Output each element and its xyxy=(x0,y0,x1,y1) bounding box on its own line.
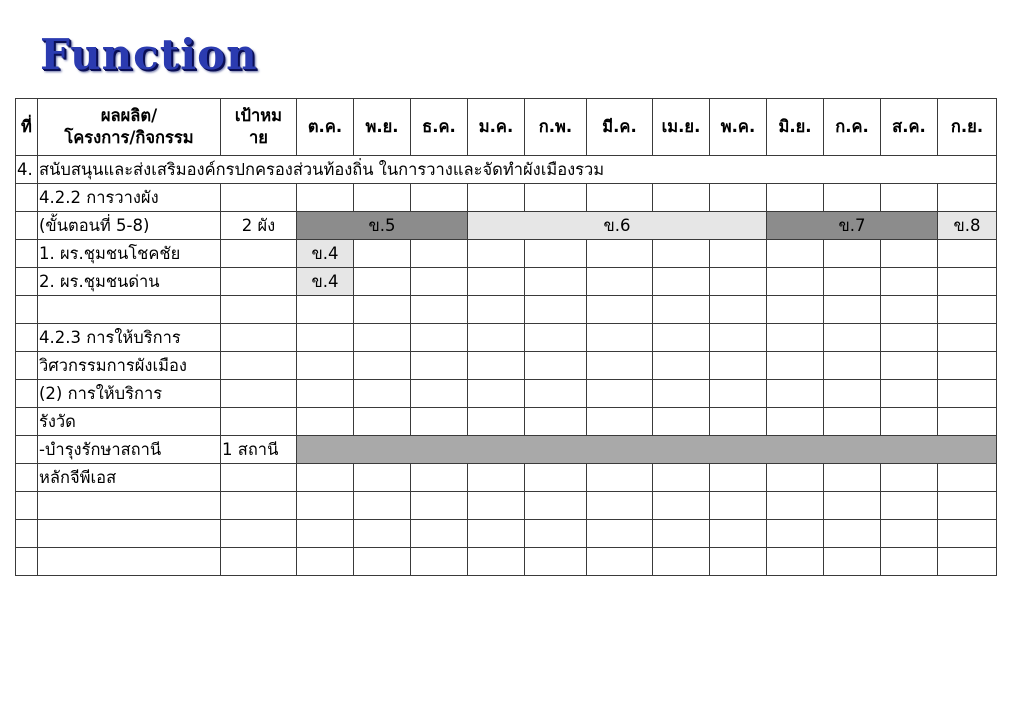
table-row xyxy=(16,492,997,520)
schedule-bar: ข.6 xyxy=(468,212,767,240)
table-row xyxy=(16,184,997,212)
header-target-line1: เป้าหม xyxy=(234,106,283,125)
table-row xyxy=(16,240,997,268)
table-row xyxy=(16,520,997,548)
row-label: 2. ผร.ชุมชนด่าน xyxy=(38,268,221,296)
header-month: มิ.ย. xyxy=(767,99,824,156)
header-month: ต.ค. xyxy=(297,99,354,156)
schedule-bar: ข.4 xyxy=(297,240,354,268)
row-label: (2) การให้บริการ xyxy=(38,380,221,408)
schedule-bar: ข.8 xyxy=(938,212,997,240)
header-target-line2: าย xyxy=(249,128,268,147)
header-month: ส.ค. xyxy=(881,99,938,156)
section-no: 4. xyxy=(16,156,38,184)
header-target xyxy=(221,99,297,156)
header-project xyxy=(38,99,221,156)
schedule-bar xyxy=(297,436,997,464)
row-label: วิศวกรรมการผังเมือง xyxy=(38,352,221,380)
table-row xyxy=(16,212,997,240)
table-row xyxy=(16,296,997,324)
table-row xyxy=(16,352,997,380)
header-month: พ.ย. xyxy=(354,99,411,156)
header-project-line1: ผลผลิต/ xyxy=(100,106,158,125)
row-label: 4.2.3 การให้บริการ xyxy=(38,324,221,352)
section-title: สนับสนุนและส่งเสริมองค์กรปกครองส่วนท้องถิ่น ในการวางและจัดทำผังเมืองรวม xyxy=(38,156,997,184)
table-row xyxy=(16,408,997,436)
row-label: -บำรุงรักษาสถานี xyxy=(38,436,221,464)
table-row xyxy=(16,464,997,492)
header-month: มี.ค. xyxy=(587,99,653,156)
header-month: ก.พ. xyxy=(525,99,587,156)
row-label: 1. ผร.ชุมชนโชคชัย xyxy=(38,240,221,268)
table-row xyxy=(16,436,997,464)
row-label: รังวัด xyxy=(38,408,221,436)
row-label: หลักจีพีเอส xyxy=(38,464,221,492)
row-target: 2 ผัง xyxy=(221,212,297,240)
schedule-bar: ข.7 xyxy=(767,212,938,240)
header-month: ก.ย. xyxy=(938,99,997,156)
header-month: ธ.ค. xyxy=(411,99,468,156)
row-label: 4.2.2 การวางผัง xyxy=(38,184,221,212)
header-month: เม.ย. xyxy=(653,99,710,156)
header-no: ที่ xyxy=(16,99,38,156)
header-month: ก.ค. xyxy=(824,99,881,156)
table-row xyxy=(16,268,997,296)
row-target: 1 สถานี xyxy=(221,436,297,464)
activity-plan-table xyxy=(15,98,997,576)
page-title: Function xyxy=(40,30,258,79)
table-row xyxy=(16,548,997,576)
schedule-bar: ข.5 xyxy=(297,212,468,240)
header-month: พ.ค. xyxy=(710,99,767,156)
table-row xyxy=(16,324,997,352)
header-month: ม.ค. xyxy=(468,99,525,156)
schedule-bar: ข.4 xyxy=(297,268,354,296)
header-project-line2: โครงการ/กิจกรรม xyxy=(64,128,194,147)
row-label: (ขั้นตอนที่ 5-8) xyxy=(38,212,221,240)
table-row xyxy=(16,380,997,408)
header-row xyxy=(16,99,997,156)
section-row xyxy=(16,156,997,184)
